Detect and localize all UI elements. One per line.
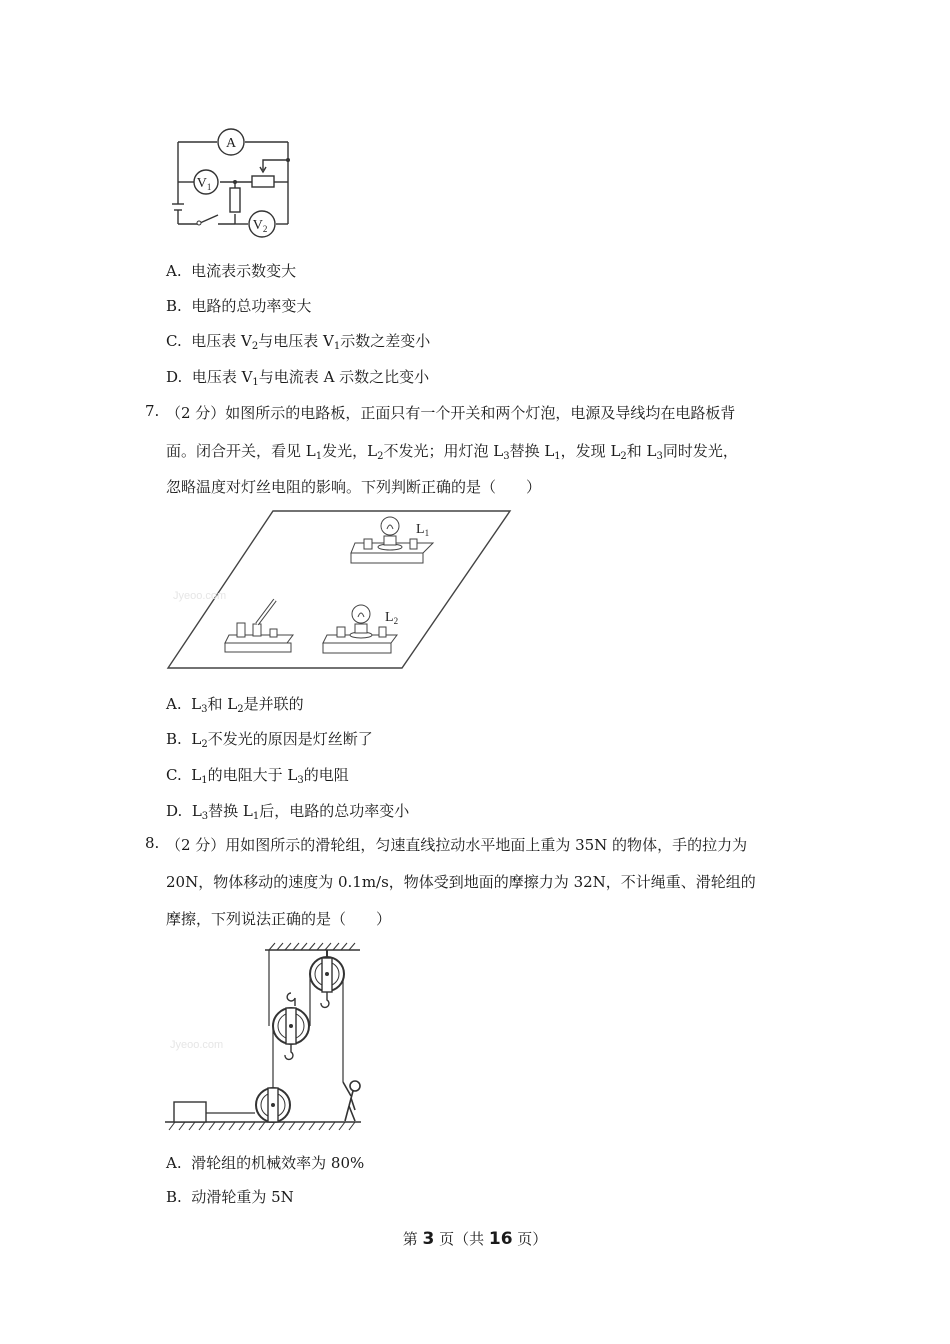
v2-sub: 2 <box>262 224 268 234</box>
v1-sub: 1 <box>206 182 212 192</box>
q8-stem-line3: 摩擦，下列说法正确的是（ ） <box>166 910 392 928</box>
watermark: Jyeoo.com <box>173 590 227 602</box>
ammeter-label: A <box>225 136 237 151</box>
page-number: 3 <box>422 1229 435 1249</box>
q7-option-c: C. $L_1$的电阻大于 $L_3$的电阻 <box>166 766 349 786</box>
object-box <box>174 1102 206 1122</box>
q8-option-b: B. 动滑轮重为 5N <box>166 1188 294 1206</box>
pulley-figure <box>165 940 365 1136</box>
q8-stem-line1: （2 分）用如图所示的滑轮组，匀速直线拉动水平地面上重为 35N 的物体，手的拉力为 <box>166 836 748 854</box>
circuit-board-figure <box>165 507 515 672</box>
page-footer: 第 3 页（共 16 页） <box>402 1229 548 1249</box>
person <box>343 1081 360 1121</box>
pulley-bottom <box>256 1088 290 1122</box>
q6-option-c: C. 电压表 $V_2$与电压表 $V_1$示数之差变小 <box>166 332 431 352</box>
l1-label: L <box>416 522 425 537</box>
fixed-pulley-top <box>310 950 344 1007</box>
q7-option-b: B. $L_2$不发光的原因是灯丝断了 <box>166 730 373 750</box>
q6-option-b: B. 电路的总功率变大 <box>166 297 312 315</box>
l2-label: L <box>385 610 394 625</box>
v1-label: V <box>196 176 207 191</box>
q6-option-d: D. 电压表 $V_1$与电流表 A 示数之比变小 <box>166 368 430 388</box>
v2-label: V <box>252 218 263 233</box>
q7-stem-line2: 面。闭合开关，看见 $L_1$发光，$L_2$不发光；用灯泡 $L_3$替换 $L_1$，发现 $L_2$和 $L_3$同时发光， <box>166 442 738 462</box>
q8-option-a: A. 滑轮组的机械效率为 80% <box>166 1154 365 1172</box>
l2-sub: 2 <box>393 616 399 626</box>
q7-option-a: A. $L_3$和 $L_2$是并联的 <box>166 695 304 715</box>
q8-number: 8. <box>145 834 160 852</box>
page-total: 16 <box>488 1229 513 1249</box>
watermark-2: Jyeoo.com <box>170 1039 224 1051</box>
l1-sub: 1 <box>424 528 430 538</box>
q6-option-a: A. 电流表示数变大 <box>166 262 297 280</box>
q7-option-d: D. $L_3$替换 $L_1$后，电路的总功率变小 <box>166 802 410 822</box>
circuit-diagram <box>160 126 300 236</box>
q7-stem-line1: （2 分）如图所示的电路板，正面只有一个开关和两个灯泡，电源及导线均在电路板背 <box>166 404 736 422</box>
q8-stem-line2: 20N，物体移动的速度为 0.1m/s，物体受到地面的摩擦力为 32N，不计绳重、滑轮组的 <box>166 873 756 891</box>
q7-stem-line3: 忽略温度对灯丝电阻的影响。下列判断正确的是（ ） <box>166 478 542 496</box>
q7-number: 7. <box>145 402 160 420</box>
movable-pulley-middle <box>273 993 309 1059</box>
